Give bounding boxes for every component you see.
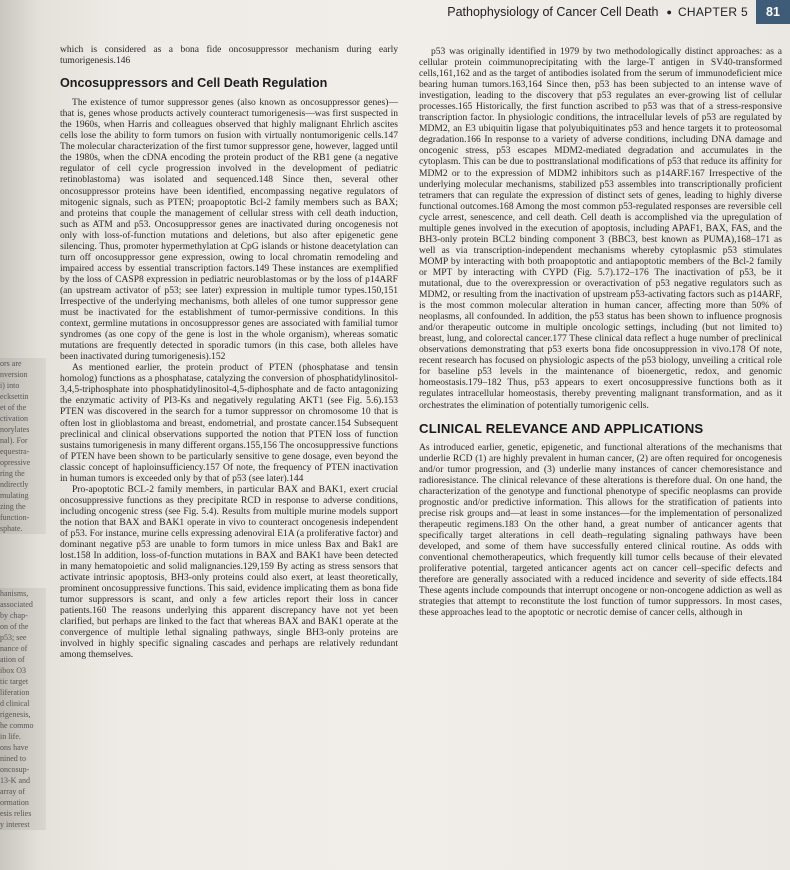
margin-fragment: ctivation	[0, 414, 28, 423]
margin-fragment: norylates	[0, 425, 30, 434]
body-paragraph: As mentioned earlier, the protein product of PTEN (phosphatase and tensin homolog) functions as a phosphatase, catalyzing the conversion of phosphatidylinositol-3,4,5-triphosphate into phosphatidylinositol-4,5-diphosphate and de facto antagonizing the enzymatic activity of PI3-Ks and negatively regulating AKT1 (see Fig. 5.6).153 PTEN was discovered in the search for a tumor suppressor on chromosome 10 that is often lost in glioblastoma and breast, endometrial, and prostate cancer.154 Subsequent preclinical and clinical observations supported the notion that PTEN loss of function sustains tumorigenesis in many different organs.155,156 The oncosuppressive functions of PTEN have been shown to be particularly sensitive to gene dosage, even beyond the classic concept of haploinsufficiency.157 Of note, the frequency of PTEN inactivation in human tumors is exceeded only by that of p53 (see later).144	[60, 362, 398, 484]
margin-fragment: by chap-	[0, 611, 28, 620]
margin-fragment: nal). For	[0, 436, 28, 445]
margin-fragment: i) into	[0, 381, 20, 390]
margin-fragment: opressive	[0, 458, 31, 467]
margin-fragment: ation of	[0, 655, 25, 664]
margin-fragment: on of the	[0, 622, 29, 631]
margin-fragment: he commo	[0, 721, 34, 730]
page-number: 81	[756, 0, 790, 24]
margin-fragment: y interest	[0, 820, 30, 829]
margin-fragment: et of the	[0, 403, 27, 412]
margin-fragment: hanisms,	[0, 589, 29, 598]
section-heading-oncosuppressors: Oncosuppressors and Cell Death Regulation	[60, 76, 328, 91]
margin-fragment: 13-K and	[0, 776, 30, 785]
margin-fragment: ecksettin	[0, 392, 29, 401]
body-paragraph: As introduced earlier, genetic, epigenetic, and functional alterations of the mechanisms that underlie RCD (1) are highly prevalent in human cancer, (2) are often required for oncogenesis and/or tumor progression, and (3) underlie many instances of cancer chemoresistance and radioresistance. The clinical relevance of these alterations is therefore dual. On one hand, the characterization of the genotype and functional phenotype of specific neoplasms can provide prognostic and/or predictive information. This allows for the stratification of patients into precise risk groups and—at least in some instances—for the implementation of personalized therapeutic regimens.183 On the other hand, a great number of anticancer agents that specifically target alterations in cell death–regulating signaling pathways have been developed, and some of them have successfully entered clinical routine. As odds with conventional chemotherapeutics, which frequently kill tumor cells because of their elevated proliferative potential, targeted anticancer agents act on cancer cell–specific defects and therefore are generally associated with a reduced incidence and severity of side effects.184 These agents include compounds that interrupt oncogene or non-oncogene addiction as well as strategies that attempt to reconstitute the lost function of tumor suppressors. In most cases, these approaches lead to the apoptotic or necrotic demise of cancer cells, although in	[419, 441, 782, 619]
margin-fragment: nined to	[0, 754, 26, 763]
margin-fragment: ons have	[0, 743, 29, 752]
margin-fragment: mulating	[0, 491, 29, 500]
section-heading-clinical: CLINICAL RELEVANCE AND APPLICATIONS	[419, 420, 704, 436]
margin-fragment: equestra-	[0, 447, 30, 456]
margin-fragment: function-	[0, 513, 30, 522]
margin-fragment: esis relies	[0, 809, 32, 818]
running-title: Pathophysiology of Cancer Cell Death	[447, 5, 659, 19]
margin-fragment: nversion	[0, 370, 28, 379]
body-paragraph: Pro-apoptotic BCL-2 family members, in particular BAX and BAK1, exert crucial oncosuppressive functions as they precipitate RCD in response to adverse conditions, including oncogenic stress (see Fig. 5.4). Results from multiple murine models support the notion that BAX and BAK1 operate in vivo to counteract oncogenesis independent of p53. For instance, murine cells expressing adenoviral E1A (a proliferative factor) and dominant negative p53 are unable to form tumors in mice unless Bax and Bak1 are lost.158 In addition, loss-of-function mutations in BAX and BAK1 have been detected in many hematopoietic and solid malignancies.129,159 By acting as stress sensors that activate intrinsic apoptosis, BH3-only proteins could also exert, at least theoretically, prominent oncosuppressive functions. This said, evidence implicating them as bona fide tumor suppressors is scant, and only a few articles report their loss in cancer patients.160 The reasons underlying this apparent discrepancy have not yet been clarified, but perhaps are linked to the fact that whereas BAX and BAK1 operate at the convergence of multiple lethal signaling pathways, single BH3-only proteins are involved in highly specific signaling cascades and perhaps are relatively redundant among themselves.	[60, 483, 398, 661]
margin-fragment: tic target	[0, 677, 29, 686]
margin-fragment: nance of	[0, 644, 28, 653]
margin-fragment: oncosup-	[0, 765, 30, 774]
margin-fragment: zing the	[0, 502, 26, 511]
margin-fragment: in life.	[0, 732, 21, 741]
intro-paragraph: which is considered as a bona fide oncosuppressor mechanism during early tumorigenesis.146	[60, 44, 398, 67]
margin-fragment: d clinical	[0, 699, 30, 708]
margin-fragment: ring the	[0, 469, 25, 478]
left-column	[60, 44, 398, 661]
margin-fragment: ors are	[0, 359, 22, 368]
chapter-label: CHAPTER 5	[677, 5, 748, 19]
margin-fragment: ormation	[0, 798, 29, 807]
margin-fragment: p53; see	[0, 633, 27, 642]
previous-page-margin-upper	[0, 358, 46, 534]
bullet-icon: ●	[666, 7, 672, 17]
running-head	[430, 0, 790, 24]
margin-fragment: rigenesis,	[0, 710, 31, 719]
margin-fragment: array of	[0, 787, 26, 796]
body-paragraph: The existence of tumor suppressor genes (also known as oncosuppressor genes)—that is, genes whose products actively counteract tumorigenesis—was first suspected in the 1960s, when Harris and colleagues observed that highly malignant Ehrlich ascites cells lose the ability to form tumors on fusion with virtually nontumorigenic cells.147 The molecular characterization of the first tumor suppressor gene, however, lagged until the 1980s, when the cDNA encoding the protein product of the RB1 gene (a negative regulator of cell cycle progression involved in the development of pediatric retinoblastoma) was isolated and sequenced.148 Since then, several other oncosuppressor proteins have been identified, encompassing negative regulators of mitogenic signals, such as PTEN; proapoptotic Bcl-2 family members such as BAX; and proteins that couple the management of cellular stress with cell death induction, such as ATM and p53. Oncosuppressor genes are inactivated during oncogenesis not only with loss-of-function mutations and deletions, but also after epigenetic gene silencing. Thus, promoter hypermethylation at CpG islands or histone deacetylation can turn off oncosuppressor gene expression, owing to local chromatin remodeling and impaired access by essential transcription factors.149 These instances are exemplified by the loss of CASP8 expression in pediatric neuroblastomas or by the loss of p14ARF (an upstream activator of p53; see later) expression in multiple tumor types.150,151 Irrespective of the underlying mechanisms, both alleles of one tumor suppressor gene must be inactivated for the establishment of tumor-permissive conditions. In this context, germline mutations in oncosuppressor genes are associated with familial tumor syndromes (as one copy of the gene is lost in the whole organism), whereas somatic mutations are frequently detected in sporadic tumors (in this case, both alleles have been inactivated during tumorigenesis).152	[60, 97, 398, 363]
margin-fragment: associated	[0, 600, 33, 609]
margin-fragment: liferation	[0, 688, 30, 697]
previous-page-margin-lower	[0, 588, 46, 830]
margin-fragment: sphate.	[0, 524, 23, 533]
right-column	[419, 46, 782, 618]
body-paragraph: p53 was originally identified in 1979 by two methodologically distinct approaches: as a cellular protein coimmunoprecipitating with the large-T antigen in SV40-transformed cells,161,162 and as the target of antibodies isolated from the serum of immunodeficient mice bearing human tumors.163,164 Since then, p53 has been subjected to an intense wave of investigation, leading to the discovery that p53 regulates an ever-growing list of cellular processes.165 Historically, the first function ascribed to p53 was that of a stress-responsive transcription factor. In physiologic conditions, the intracellular levels of p53 are regulated by MDM2, an E3 ubiquitin ligase that polyubiquitinates p53 and hence targets it to proteosomal degradation.166 In response to a variety of adverse conditions, including DNA damage and oncogenic stress, p53 escapes MDM2-mediated degradation and accumulates in the cytoplasm. This can be due to posttranslational modifications of p53 that reduce its affinity for MDM2 or to the expression of MDM2 inhibitors such as p14ARF.167 Irrespective of the underlying molecular mechanisms, stabilized p53 assembles into transcriptionally proficient tetramers that can regulate the expression of distinct sets of genes, leading to highly diverse functional outcomes.168 Among the most common p53-regulated responses are reversible cell cycle arrest, senescence, and cell death. Cell death is accomplished via the upregulation of multiple genes involved in the execution of apoptosis, including APAF1, BAX, FAS, and the BH3-only protein BCL2 binding component 3 (BBC3, best known as PUMA),168–171 as well as via transcription-independent mechanisms whereby cytoplasmic p53 stimulates MOMP by interacting with both proapoptotic and antiapoptotic members of the Bcl-2 family or MPT by interacting with CYPD (Fig. 5.7).172–176 The inactivation of p53, be it mutational, due to the overexpression or overactivation of p53 negative regulators such as MDM2, or resulting from the inactivation of upstream p53-activating factors such as p14ARF, is the most common molecular alteration in human cancer, affecting more than 50% of neoplasms, all confounded. In addition, the p53 status has been shown to influence prognosis and/or therapeutic outcome in multiple oncologic settings, including (but not limited to) breast, lung, and colorectal cancer.177 These clinical data reflect a huge number of preclinical observations demonstrating that p53 exerts bona fide oncosuppression in vivo.178 Of note, recent research has focused on physiologic aspects of the p53 biology, unveiling a critical role for baseline p53 levels in the maintenance of bioenergetic, redox, and genomic homeostasis.179–182 Thus, p53 appears to exert oncosuppressive functions both as it regulates intracellular homeostasis, thereby preventing malignant transformation, and as it orchestrates the elimination of potentially tumorigenic cells.	[419, 46, 782, 411]
margin-fragment: ibox O3	[0, 666, 26, 675]
margin-fragment: ndirectly	[0, 480, 29, 489]
